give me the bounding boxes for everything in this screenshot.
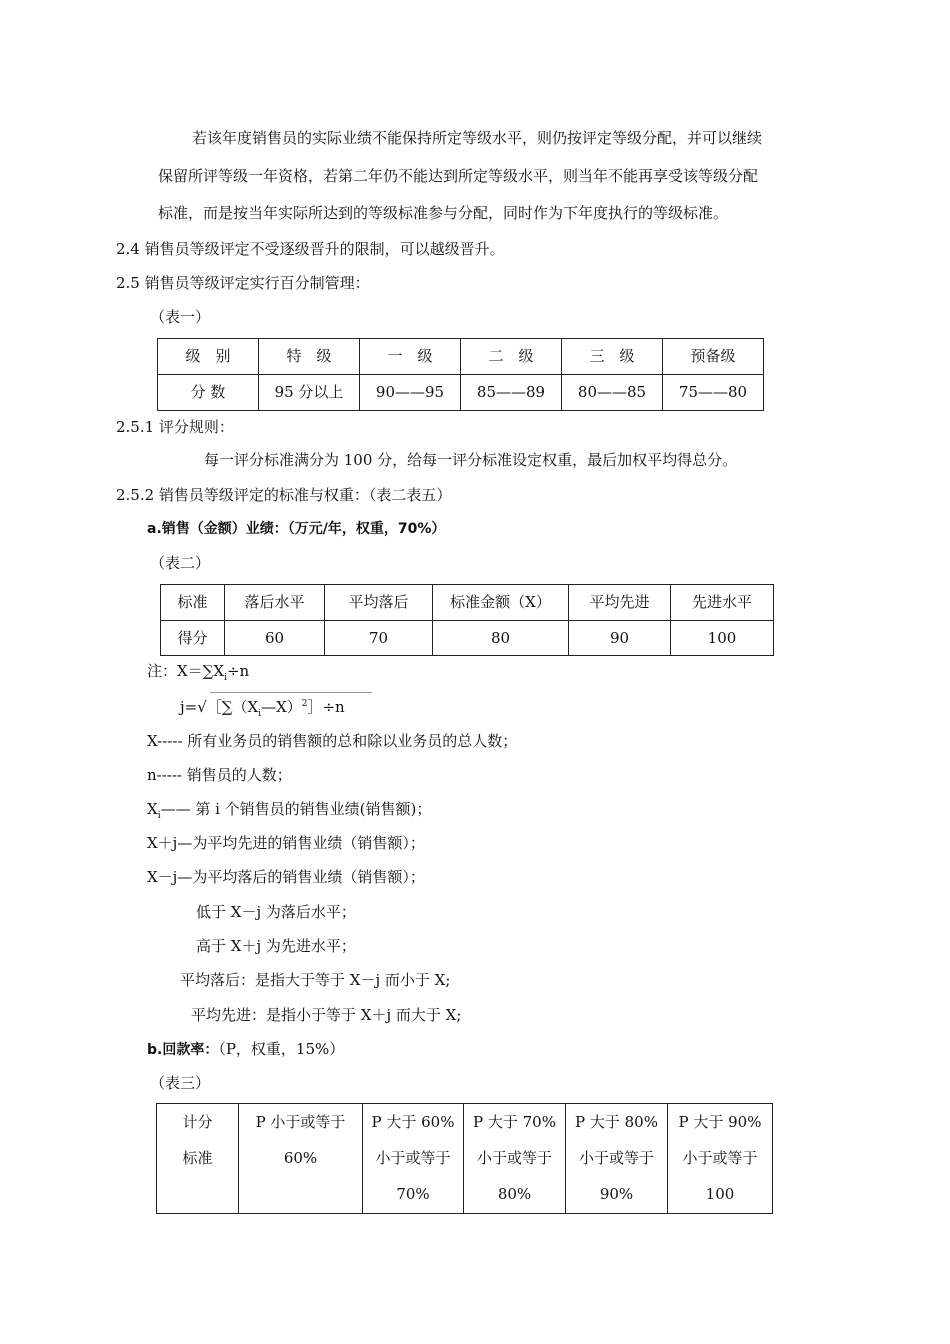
- definition-xi: $X_i——$ 第 i 个销售员的销售业绩(销售额)；: [147, 800, 432, 821]
- collection-rate-table: [156, 1103, 773, 1214]
- table-cell: 平均落后: [325, 585, 433, 621]
- table-cell: 75——80: [663, 375, 764, 411]
- scoring-rule: 每一评分标准满分为 100 分，给每一评分标准设定权重，最后加权平均得总分。: [204, 451, 738, 469]
- table-cell: P 大于 90% 小于或等于 100: [668, 1104, 773, 1214]
- grade-table: [157, 338, 764, 411]
- definition-average-advanced: 平均先进：是指小于等于 X＋j 而大于 X;: [191, 1006, 462, 1024]
- definition-n: n----- 销售员的人数；: [147, 766, 292, 784]
- paragraph-line: 保留所评等级一年资格，若第二年仍不能达到所定等级水平，则当年不能再享受该等级分配: [158, 167, 759, 185]
- table-cell: 90——95: [360, 375, 461, 411]
- table3-caption: （表三）: [150, 1074, 211, 1092]
- definition-x-plus-j: X＋j—为平均先进的销售业绩（销售额）；: [147, 834, 425, 852]
- table-cell: 分 数: [158, 375, 259, 411]
- heading-a: a.销售（金额）业绩：（万元/年，权重，70%）: [147, 521, 446, 537]
- definition-low: 低于 X－j 为落后水平；: [196, 903, 356, 921]
- definition-x-minus-j: X－j—为平均落后的销售业绩（销售额）；: [147, 868, 425, 886]
- table-cell: P 大于 70% 小于或等于 80%: [464, 1104, 566, 1214]
- table-cell: 得分: [161, 621, 225, 656]
- table-cell: 预备级: [663, 339, 764, 375]
- table-cell: 级 别: [158, 339, 259, 375]
- table-cell: 90: [569, 621, 671, 656]
- table-cell: 一 级: [360, 339, 461, 375]
- table-cell: 先进水平: [671, 585, 774, 621]
- table-cell: 二 级: [461, 339, 562, 375]
- paragraph-line: 标准，而是按当年实际所达到的等级标准参与分配，同时作为下年度执行的等级标准。: [158, 204, 729, 222]
- table-cell: 80: [433, 621, 569, 656]
- table-cell: 85——89: [461, 375, 562, 411]
- table-cell: 标准金额（X）: [433, 585, 569, 621]
- table-cell: 平均先进: [569, 585, 671, 621]
- table-cell: 80——85: [562, 375, 663, 411]
- paragraph-line: 若该年度销售员的实际业绩不能保持所定等级水平，则仍按评定等级分配，并可以继续: [192, 129, 763, 147]
- definition-average-behind: 平均落后：是指大于等于 X－j 而小于 X;: [180, 971, 451, 989]
- table-cell: P 小于或等于 60%: [239, 1104, 363, 1214]
- formula-j: $j=√[\sum(X_i—X)^2]\div n$: [180, 698, 345, 719]
- section-2-4: 2.4 销售员等级评定不受逐级晋升的限制，可以越级晋升。: [116, 240, 505, 258]
- table-cell: 100: [671, 621, 774, 656]
- heading-b: b.回款率：（P，权重，15%）: [147, 1040, 345, 1058]
- table-cell: P 大于 60% 小于或等于 70%: [363, 1104, 464, 1214]
- definition-high: 高于 X＋j 为先进水平；: [196, 937, 356, 955]
- formula-x: 注：$X=\sum X_i\div n$: [147, 662, 250, 683]
- radical-overline: [210, 692, 372, 693]
- table-cell: 特 级: [259, 339, 360, 375]
- table-cell: 落后水平: [225, 585, 325, 621]
- table-cell: P 大于 80% 小于或等于 90%: [566, 1104, 668, 1214]
- section-2-5-1: 2.5.1 评分规则：: [116, 418, 234, 436]
- table-cell: 三 级: [562, 339, 663, 375]
- definition-x: X----- 所有业务员的销售额的总和除以业务员的总人数；: [147, 732, 518, 750]
- section-2-5: 2.5 销售员等级评定实行百分制管理：: [116, 274, 370, 292]
- table-cell: 计分 标准: [157, 1104, 239, 1214]
- sales-table: [160, 584, 774, 656]
- table-cell: 70: [325, 621, 433, 656]
- table-cell: 95 分以上: [259, 375, 360, 411]
- table-cell: 标准: [161, 585, 225, 621]
- table1-caption: （表一）: [150, 308, 211, 326]
- table-cell: 60: [225, 621, 325, 656]
- table2-caption: （表二）: [150, 554, 211, 572]
- section-2-5-2: 2.5.2 销售员等级评定的标准与权重：（表二表五）: [116, 486, 452, 504]
